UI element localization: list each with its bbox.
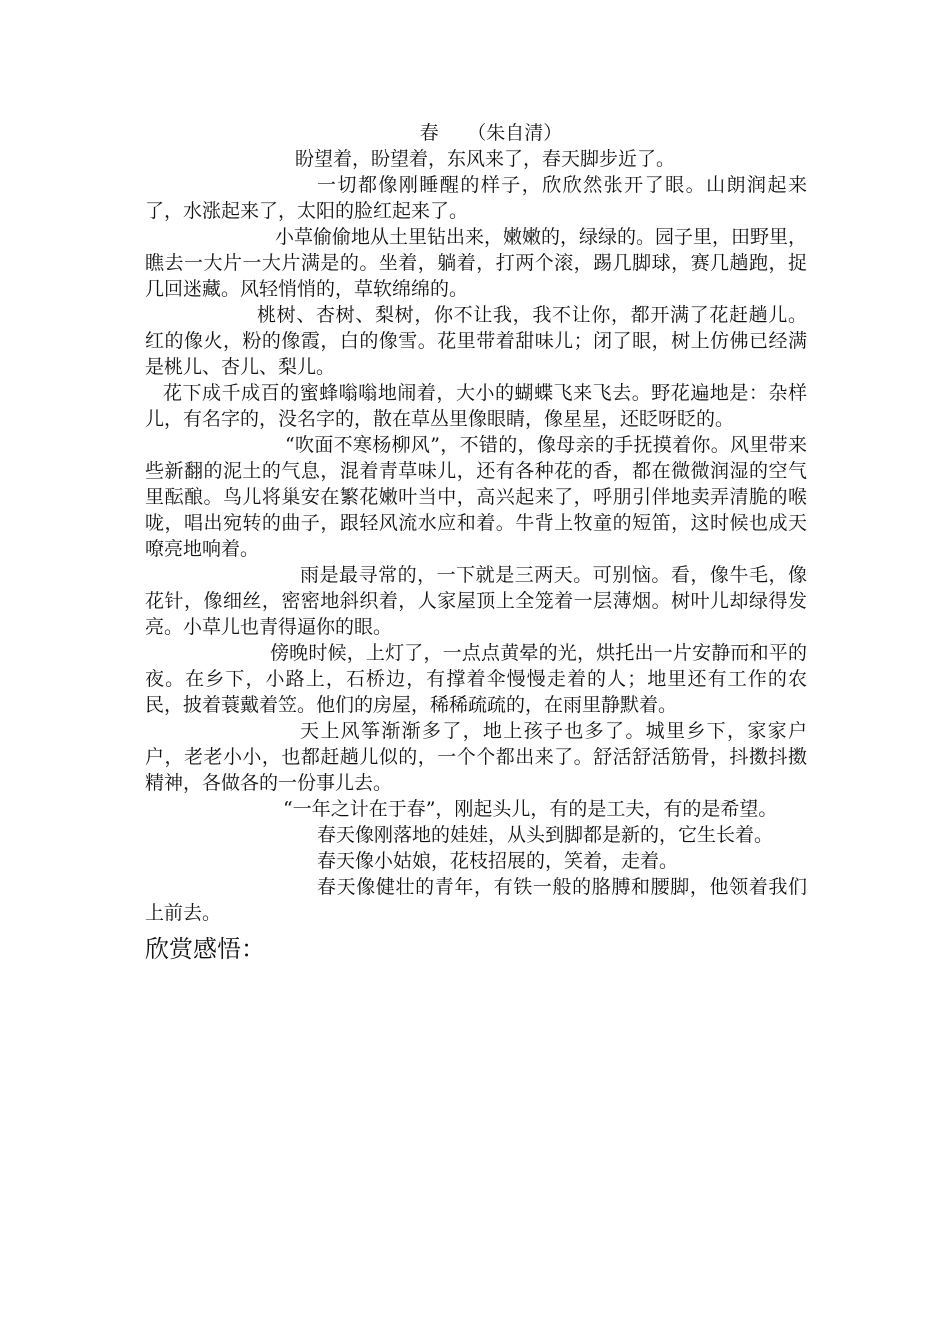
paragraph-3: 小草偷偷地从土里钻出来，嫩嫩的，绿绿的。园子里，田野里，瞧去一大片一大片满是的。坐着，躺着，打两个滚，踢几脚球，赛几趟跑，捉几回迷藏。风轻悄悄的，草软绵绵的。 <box>145 226 808 300</box>
paragraph-2: 一切都像刚睡醒的样子，欣欣然张开了眼。山朗润起来了，水涨起来了，太阳的脸红起来了。 <box>145 174 807 222</box>
paragraph-10: “一年之计在于春”，刚起头儿，有的是工夫，有的是希望。 <box>283 798 778 820</box>
paragraph-6: “吹面不寒杨柳风”，不错的，像母亲的手抚摸着你。风里带来些新翻的泥土的气息，混着青草味儿，还有各种花的香，都在微微润湿的空气里酝酿。鸟儿将巢安在繁花嫩叶当中，高兴起来了，呼朋引伴地卖弄清脆的喉咙，唱出宛转的曲子，跟轻风流水应和着。牛背上牧童的短笛，这时候也成天嘹亮地响着。 <box>145 434 807 560</box>
paragraph-4: 桃树、杏树、梨树，你不让我，我不让你，都开满了花赶趟儿。红的像火，粉的像霞，白的像雪。花里带着甜味儿；闭了眼，树上仿佛已经满是桃儿、杏儿、梨儿。 <box>145 304 807 378</box>
appreciation-heading: 欣赏感悟： <box>145 935 265 963</box>
paragraph-11: 春天像刚落地的娃娃，从头到脚都是新的，它生长着。 <box>317 824 774 846</box>
essay-body <box>145 120 807 966</box>
paragraph-12: 春天像小姑娘，花枝招展的，笑着，走着。 <box>317 850 679 872</box>
paragraph-1: 盼望着，盼望着，东风来了，春天脚步近了。 <box>295 148 676 170</box>
paragraph-5: 花下成千成百的蜜蜂嗡嗡地闹着，大小的蝴蝶飞来飞去。野花遍地是：杂样儿，有名字的，没名字的，散在草丛里像眼睛，像星星，还眨呀眨的。 <box>145 382 807 430</box>
paragraph-9: 天上风筝渐渐多了，地上孩子也多了。城里乡下，家家户户，老老小小，也都赶趟儿似的，一个个都出来了。舒活舒活筋骨，抖擞抖擞精神，各做各的一份事儿去。 <box>145 720 807 794</box>
paragraph-8: 傍晚时候，上灯了，一点点黄晕的光，烘托出一片安静而和平的夜。在乡下，小路上，石桥边，有撑着伞慢慢走着的人；地里还有工作的农民，披着蓑戴着笠。他们的房屋，稀稀疏疏的，在雨里静默着。 <box>145 642 807 716</box>
paragraph-13: 春天像健壮的青年，有铁一般的胳膊和腰脚，他领着我们上前去。 <box>145 876 807 924</box>
essay-title: 春 （朱自清） <box>419 122 563 144</box>
paragraph-7: 雨是最寻常的，一下就是三两天。可别恼。看，像牛毛，像花针，像细丝，密密地斜织着，人家屋顶上全笼着一层薄烟。树叶儿却绿得发亮。小草儿也青得逼你的眼。 <box>145 564 807 638</box>
